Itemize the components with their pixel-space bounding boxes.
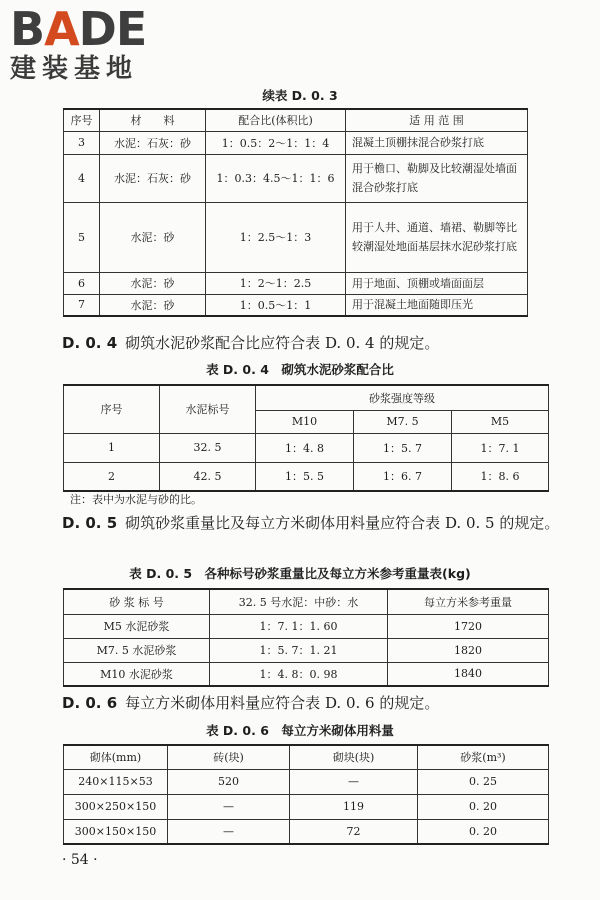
logo-letter-a: A <box>44 2 79 56</box>
table-row <box>64 294 528 316</box>
table-cell: — <box>290 769 418 794</box>
table-cell: 1 <box>64 433 160 462</box>
table-cell: 1：8. 6 <box>452 462 549 491</box>
table-row <box>64 614 549 638</box>
header-cell: 32. 5 号水泥：中砂：水 <box>210 589 388 614</box>
table-cell: 6 <box>64 272 100 294</box>
table-d06 <box>63 744 549 845</box>
table-cell: 4 <box>64 154 100 202</box>
table-d04-note: 注：表中为水泥与砂的比。 <box>70 493 202 506</box>
table-cell: — <box>168 819 290 844</box>
table-cell: 0. 25 <box>418 769 549 794</box>
header-cell: 适 用 范 围 <box>346 109 528 131</box>
table-d04-caption: 表 D. 0. 4 砌筑水泥砂浆配合比 <box>206 362 394 377</box>
table-cell: 2 <box>64 462 160 491</box>
header-cell: 序号 <box>64 385 160 433</box>
table-cell: 3 <box>64 131 100 154</box>
table-cell: 1：4. 8 <box>256 433 354 462</box>
clause-number: D. 0. 4 <box>62 334 118 352</box>
table-cell: 7 <box>64 294 100 316</box>
table-cell: 用于混凝土地面随即压光 <box>346 294 528 316</box>
clause-d05 <box>62 511 562 535</box>
table-cell: 混凝土顶棚抹混合砂浆打底 <box>346 131 528 154</box>
header-cell: 砂浆(m³) <box>418 745 549 769</box>
clause-text: 砌筑砂浆重量比及每立方米砌体用料量应符合表 D. 0. 5 的规定。 <box>125 514 560 532</box>
clause-d04 <box>62 332 562 354</box>
table-cell: 水泥：石灰：砂 <box>100 131 206 154</box>
header-cell: M7. 5 <box>354 410 452 433</box>
table-cell: 32. 5 <box>160 433 256 462</box>
header-cell: 每立方米参考重量 <box>388 589 549 614</box>
table-header-row <box>64 745 549 769</box>
table-cell: 300×250×150 <box>64 794 168 819</box>
logo-letters-de: DE <box>78 2 147 56</box>
table-cell: 水泥：砂 <box>100 272 206 294</box>
table-row <box>64 433 549 462</box>
table-cell: 300×150×150 <box>64 819 168 844</box>
table-row <box>64 662 549 686</box>
table-cell: 119 <box>290 794 418 819</box>
clause-number: D. 0. 6 <box>62 694 118 712</box>
table-cell: 1：5. 5 <box>256 462 354 491</box>
table-cell: 1：0.5：2～1：1：4 <box>206 131 346 154</box>
header-cell: 配合比(体积比) <box>206 109 346 131</box>
table-header-row <box>64 385 549 410</box>
table-cell: 用于人井、通道、墙裙、勒脚等比较潮湿处地面基层抹水泥砂浆打底 <box>346 202 528 272</box>
table-cell: 0. 20 <box>418 819 549 844</box>
table-cell: 1：7. 1 <box>452 433 549 462</box>
logo-wordmark <box>10 2 147 56</box>
header-cell: 砖(块) <box>168 745 290 769</box>
header-cell: 砂 浆 标 号 <box>64 589 210 614</box>
header-cell: 砌块(块) <box>290 745 418 769</box>
bade-logo <box>10 2 147 84</box>
page-number: · 54 · <box>62 852 98 868</box>
table-cell: 1：5. 7 <box>354 433 452 462</box>
table-cell: 42. 5 <box>160 462 256 491</box>
clause-text: 砌筑水泥砂浆配合比应符合表 D. 0. 4 的规定。 <box>125 334 440 352</box>
header-cell: M10 <box>256 410 354 433</box>
table-d04 <box>63 384 549 492</box>
table-row <box>64 202 528 272</box>
table-cell: — <box>168 794 290 819</box>
table-cell: 1：4. 8：0. 98 <box>210 662 388 686</box>
table-cell: 用于檐口、勒脚及比较潮湿处墙面混合砂浆打底 <box>346 154 528 202</box>
table-header-row <box>64 589 549 614</box>
table-cell: M5 水泥砂浆 <box>64 614 210 638</box>
table-cell: 240×115×53 <box>64 769 168 794</box>
table-d03-caption: 续表 D. 0. 3 <box>262 88 338 103</box>
table-d06-caption: 表 D. 0. 6 每立方米砌体用料量 <box>206 723 394 738</box>
table-cell: 水泥：砂 <box>100 202 206 272</box>
table-row <box>64 154 528 202</box>
table-cell: 1720 <box>388 614 549 638</box>
header-cell: 砌体(mm) <box>64 745 168 769</box>
table-row <box>64 131 528 154</box>
table-cell: M10 水泥砂浆 <box>64 662 210 686</box>
table-cell: M7. 5 水泥砂浆 <box>64 638 210 662</box>
table-cell: 1：5. 7：1. 21 <box>210 638 388 662</box>
table-cell: 用于地面、顶棚或墙面面层 <box>346 272 528 294</box>
header-cell: 砂浆强度等级 <box>256 385 549 410</box>
table-row <box>64 819 549 844</box>
table-cell: 1：2.5～1：3 <box>206 202 346 272</box>
table-cell: 5 <box>64 202 100 272</box>
table-cell: 1：0.5～1：1 <box>206 294 346 316</box>
header-cell: 材 料 <box>100 109 206 131</box>
table-row <box>64 638 549 662</box>
table-cell: 1：6. 7 <box>354 462 452 491</box>
clause-text: 每立方米砌体用料量应符合表 D. 0. 6 的规定。 <box>125 694 440 712</box>
table-row <box>64 769 549 794</box>
logo-letter-b: B <box>10 2 45 56</box>
table-cell: 1840 <box>388 662 549 686</box>
table-d05-caption: 表 D. 0. 5 各种标号砂浆重量比及每立方米参考重量表(kg) <box>129 566 471 581</box>
table-row <box>64 794 549 819</box>
table-cell: 1820 <box>388 638 549 662</box>
table-cell: 水泥：石灰：砂 <box>100 154 206 202</box>
header-cell: 水泥标号 <box>160 385 256 433</box>
table-row <box>64 272 528 294</box>
logo-subtitle: 建装基地 <box>10 54 139 84</box>
header-cell: 序号 <box>64 109 100 131</box>
table-cell: 1：2～1：2.5 <box>206 272 346 294</box>
table-d05 <box>63 588 549 687</box>
table-cell: 0. 20 <box>418 794 549 819</box>
table-cell: 1：7. 1：1. 60 <box>210 614 388 638</box>
clause-d06 <box>62 692 562 714</box>
table-header-row <box>64 109 528 131</box>
table-row <box>64 462 549 491</box>
table-cell: 水泥：砂 <box>100 294 206 316</box>
table-cell: 72 <box>290 819 418 844</box>
clause-number: D. 0. 5 <box>62 514 118 532</box>
table-d03 <box>63 108 528 317</box>
header-cell: M5 <box>452 410 549 433</box>
table-cell: 1：0.3：4.5～1：1：6 <box>206 154 346 202</box>
table-cell: 520 <box>168 769 290 794</box>
